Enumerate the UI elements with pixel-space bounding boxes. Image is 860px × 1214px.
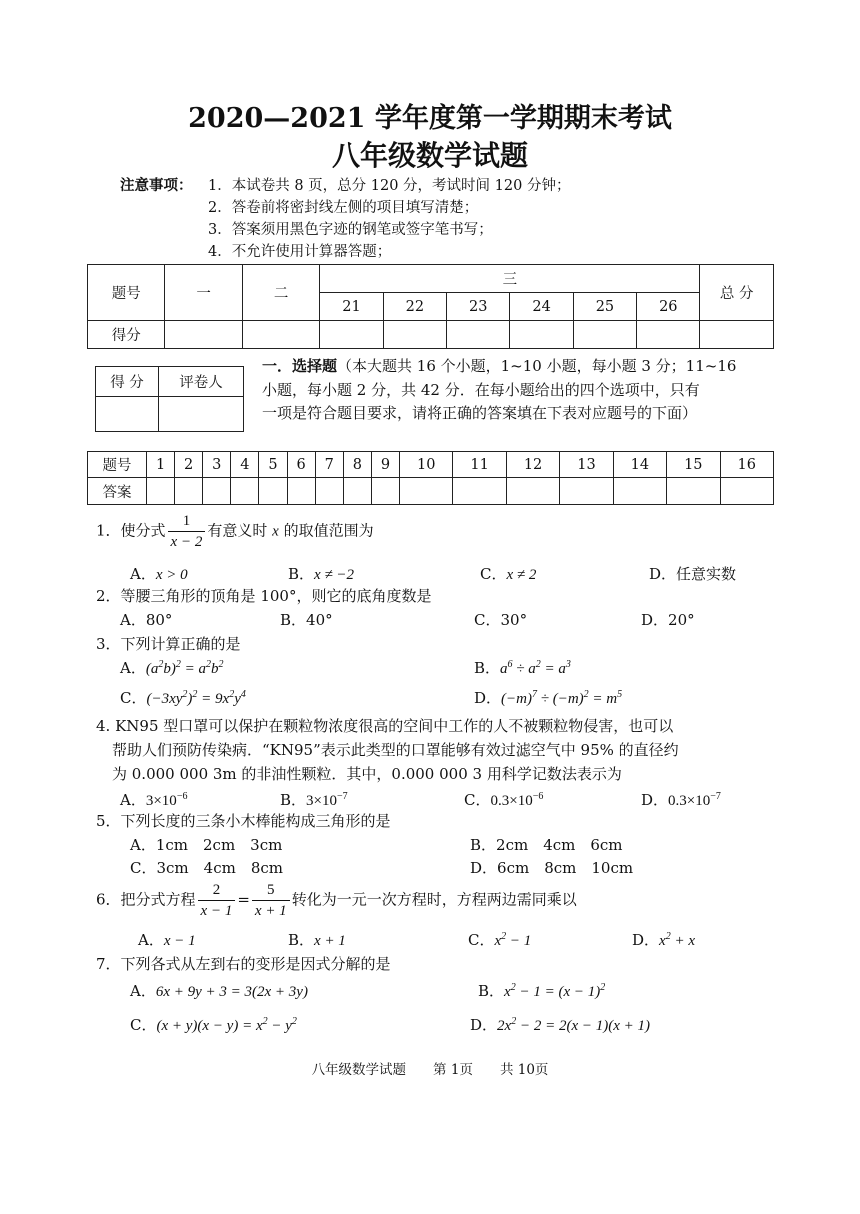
q6-fraction-left bbox=[198, 880, 236, 921]
answer-cell[interactable] bbox=[371, 478, 399, 505]
option-math: $(x + y)(x - y) = x^2 - y^2$ bbox=[156, 1016, 297, 1034]
answer-cell[interactable] bbox=[315, 478, 343, 505]
score-table bbox=[87, 264, 774, 349]
score-sub-header: 26 bbox=[637, 293, 700, 321]
q6-den: x − 1 bbox=[200, 903, 233, 919]
option-letter: A． bbox=[130, 565, 156, 583]
option-letter: A． bbox=[130, 982, 156, 1000]
q1-den: x − 2 bbox=[170, 534, 203, 550]
answer-cell[interactable] bbox=[667, 478, 720, 505]
q3-option-b[interactable] bbox=[474, 657, 571, 678]
section1-text: （本大题共 16 个小题，1~10 小题，每小题 3 分；11~16 bbox=[337, 357, 737, 375]
score-cell[interactable] bbox=[447, 321, 510, 349]
q1-option-c[interactable] bbox=[480, 563, 536, 584]
option-math: $a^6 \div a^2 = a^3$ bbox=[500, 659, 571, 677]
q6-equals: = bbox=[237, 890, 250, 909]
score-sub-header: 24 bbox=[510, 293, 573, 321]
answer-cell[interactable] bbox=[231, 478, 259, 505]
score-row-label: 得分 bbox=[88, 321, 165, 349]
question-4 bbox=[96, 714, 679, 786]
option-math: $0.3\times 10^{-6}$ bbox=[490, 791, 544, 809]
q6-stem: 转化为一元一次方程时，方程两边需同乘以 bbox=[291, 890, 577, 909]
option-math: $x^2 + x$ bbox=[659, 931, 695, 949]
q6-num: 2 bbox=[198, 880, 236, 901]
answer-cell[interactable] bbox=[147, 478, 175, 505]
q1-var: x bbox=[272, 523, 279, 540]
q6-num: 5 bbox=[252, 880, 290, 901]
score-cell[interactable] bbox=[242, 321, 319, 349]
score-cell[interactable] bbox=[320, 321, 383, 349]
option-letter: B． bbox=[288, 931, 315, 949]
score-header-three: 三 bbox=[320, 265, 700, 293]
option-letter: A． bbox=[138, 931, 164, 949]
answer-header-tihao: 题号 bbox=[88, 452, 147, 478]
score-sub-header: 23 bbox=[447, 293, 510, 321]
question-6 bbox=[96, 880, 577, 921]
q1-stem: 有意义时 bbox=[207, 521, 268, 540]
q4-stem: 为 0.000 000 3m 的非油性颗粒．其中，0.000 000 3 用科学记数法表示为 bbox=[112, 765, 622, 783]
grader-box bbox=[95, 366, 244, 432]
answer-cell[interactable] bbox=[343, 478, 371, 505]
q2-option-a[interactable]: A．80° bbox=[120, 611, 173, 629]
notes-block bbox=[120, 175, 740, 265]
option-letter: C． bbox=[468, 931, 495, 949]
score-sub-header: 25 bbox=[573, 293, 636, 321]
score-cell[interactable] bbox=[637, 321, 700, 349]
score-sub-header: 22 bbox=[383, 293, 446, 321]
grader-name-label: 评卷人 bbox=[159, 367, 244, 397]
q3-option-c[interactable] bbox=[120, 687, 246, 708]
answer-row-label: 答案 bbox=[88, 478, 147, 505]
answer-number: 6 bbox=[287, 452, 315, 478]
option-math: $(a^2b)^2 = a^2b^2$ bbox=[145, 659, 224, 677]
answer-number: 13 bbox=[560, 452, 613, 478]
section1-text: 一项是符合题目要求，请将正确的答案填在下表对应题号的下面） bbox=[262, 404, 698, 422]
score-header-one: 一 bbox=[165, 265, 242, 321]
option-math: $(-m)^7 \div (-m)^2 = m^5$ bbox=[501, 689, 623, 707]
answer-cell[interactable] bbox=[203, 478, 231, 505]
q1-num: 1 bbox=[168, 511, 206, 532]
option-letter: C． bbox=[464, 791, 491, 809]
answer-number: 9 bbox=[371, 452, 399, 478]
q2-option-d[interactable]: D．20° bbox=[641, 611, 695, 629]
score-cell[interactable] bbox=[510, 321, 573, 349]
note-item: 2．答卷前将密封线左侧的项目填写清楚； bbox=[208, 200, 479, 216]
score-cell[interactable] bbox=[573, 321, 636, 349]
q7-option-d[interactable] bbox=[470, 1014, 650, 1035]
grader-name-cell[interactable] bbox=[159, 397, 244, 432]
option-math: x > 0 bbox=[155, 567, 188, 583]
q4-option-a[interactable] bbox=[120, 789, 187, 810]
question-1 bbox=[96, 511, 374, 552]
q6-fraction-right bbox=[252, 880, 290, 921]
answer-cell[interactable] bbox=[560, 478, 613, 505]
option-letter: C． bbox=[120, 689, 147, 707]
option-math: x + 1 bbox=[314, 933, 346, 949]
score-header-tihao: 题号 bbox=[88, 265, 165, 321]
answer-number: 2 bbox=[175, 452, 203, 478]
q5-option-c[interactable]: C．3cm 4cm 8cm bbox=[130, 859, 283, 877]
note-item: 4．不允许使用计算器答题； bbox=[208, 244, 392, 260]
q5-option-b[interactable]: B．2cm 4cm 6cm bbox=[470, 836, 623, 854]
q1-option-a[interactable] bbox=[130, 563, 188, 584]
option-letter: D． bbox=[474, 689, 502, 707]
answer-number: 3 bbox=[203, 452, 231, 478]
score-cell[interactable] bbox=[700, 321, 774, 349]
answer-cell[interactable] bbox=[453, 478, 506, 505]
answer-number: 15 bbox=[667, 452, 720, 478]
option-math: $x^2 - 1 = (x - 1)^2$ bbox=[504, 982, 606, 1000]
q6-option-b[interactable] bbox=[288, 929, 346, 950]
option-math: $(-3xy^2)^2 = 9x^2y^4$ bbox=[146, 689, 246, 707]
question-5: 5．下列长度的三条小木棒能构成三角形的是 bbox=[96, 812, 391, 830]
answer-cell[interactable] bbox=[613, 478, 666, 505]
grader-score-label: 得 分 bbox=[96, 367, 159, 397]
answer-cell[interactable] bbox=[506, 478, 559, 505]
page-footer: 八年级数学试题 第 1页 共 10页 bbox=[311, 1062, 549, 1078]
question-7: 7．下列各式从左到右的变形是因式分解的是 bbox=[96, 955, 391, 973]
answer-cell[interactable] bbox=[720, 478, 773, 505]
q1-fraction bbox=[168, 511, 206, 552]
option-math: $2x^2 - 2 = 2(x - 1)(x + 1)$ bbox=[497, 1016, 650, 1034]
grader-score-cell[interactable] bbox=[96, 397, 159, 432]
notes-label: 注意事项： bbox=[120, 177, 193, 194]
q4-stem: 4. KN95 型口罩可以保护在颗粒物浓度很高的空间中工作的人不被颗粒物侵害，也可以 bbox=[96, 717, 674, 735]
q3-option-d[interactable] bbox=[474, 687, 622, 708]
q1-option-d[interactable]: D．任意实数 bbox=[649, 565, 737, 583]
answer-number: 5 bbox=[259, 452, 287, 478]
question-2: 2．等腰三角形的顶角是 100°，则它的底角度数是 bbox=[96, 587, 432, 605]
q7-option-a[interactable] bbox=[130, 980, 308, 1001]
score-header-total: 总 分 bbox=[700, 265, 774, 321]
option-math: $3\times 10^{-7}$ bbox=[306, 791, 348, 809]
q2-option-b[interactable]: B．40° bbox=[280, 611, 333, 629]
note-item: 1．本试卷共 8 页，总分 120 分，考试时间 120 分钟； bbox=[208, 178, 571, 194]
note-item: 3．答案须用黑色字迹的钢笔或签字笔书写； bbox=[208, 222, 493, 238]
option-letter: B． bbox=[474, 659, 501, 677]
q1-stem: 1．使分式 bbox=[96, 521, 166, 540]
q7-option-c[interactable] bbox=[130, 1014, 297, 1035]
exam-subtitle: 八年级数学试题 bbox=[331, 139, 528, 172]
answer-cell[interactable] bbox=[175, 478, 203, 505]
option-letter: C． bbox=[480, 565, 507, 583]
option-math: $0.3\times 10^{-7}$ bbox=[668, 791, 721, 809]
option-letter: A． bbox=[120, 659, 146, 677]
section1-instructions bbox=[262, 355, 736, 426]
q5-option-d[interactable]: D．6cm 8cm 10cm bbox=[470, 859, 634, 877]
score-sub-header: 21 bbox=[320, 293, 383, 321]
option-letter: C． bbox=[130, 1016, 157, 1034]
option-math: 6x + 9y + 3 = 3(2x + 3y) bbox=[155, 984, 308, 1000]
option-letter: B． bbox=[288, 565, 315, 583]
answer-number: 12 bbox=[506, 452, 559, 478]
answer-number: 1 bbox=[147, 452, 175, 478]
answer-cell[interactable] bbox=[259, 478, 287, 505]
q6-den: x + 1 bbox=[254, 903, 287, 919]
q2-option-c[interactable]: C．30° bbox=[474, 611, 528, 629]
q4-option-b[interactable] bbox=[280, 789, 348, 810]
answer-number: 8 bbox=[343, 452, 371, 478]
q4-option-c[interactable] bbox=[464, 789, 543, 810]
section1-heading: 一．选择题 bbox=[262, 357, 338, 375]
score-cell[interactable] bbox=[383, 321, 446, 349]
answer-number: 4 bbox=[231, 452, 259, 478]
q5-option-a[interactable]: A．1cm 2cm 3cm bbox=[130, 836, 283, 854]
option-letter: D． bbox=[632, 931, 660, 949]
q4-option-d[interactable] bbox=[641, 789, 721, 810]
option-letter: A． bbox=[120, 791, 146, 809]
q6-option-d[interactable] bbox=[632, 929, 695, 950]
q6-option-a[interactable] bbox=[138, 929, 196, 950]
answer-number: 10 bbox=[399, 452, 452, 478]
q4-stem: 帮助人们预防传染病．“KN95”表示此类型的口罩能够有效过滤空气中 95% 的直径约 bbox=[112, 741, 679, 759]
q1-option-b[interactable] bbox=[288, 563, 354, 584]
option-letter: D． bbox=[641, 791, 669, 809]
option-letter: D． bbox=[470, 1016, 498, 1034]
q6-stem: 6．把分式方程 bbox=[96, 890, 196, 909]
option-math: $x^2 - 1$ bbox=[494, 931, 532, 949]
answer-cell[interactable] bbox=[399, 478, 452, 505]
option-math: x − 1 bbox=[163, 933, 196, 949]
q7-option-b[interactable] bbox=[478, 980, 605, 1001]
option-math: $3\times 10^{-6}$ bbox=[145, 791, 188, 809]
answer-number: 7 bbox=[315, 452, 343, 478]
option-math: x ≠ −2 bbox=[314, 567, 355, 583]
q6-option-c[interactable] bbox=[468, 929, 531, 950]
option-letter: B． bbox=[478, 982, 505, 1000]
answer-number: 16 bbox=[720, 452, 773, 478]
answer-table bbox=[87, 451, 774, 505]
score-header-two: 二 bbox=[242, 265, 319, 321]
q1-stem: 的取值范围为 bbox=[283, 521, 374, 540]
option-letter: B． bbox=[280, 791, 307, 809]
exam-title: 2020—2021 学年度第一学期期末考试 bbox=[188, 103, 672, 134]
option-math: x ≠ 2 bbox=[506, 567, 537, 583]
section1-text: 小题，每小题 2 分，共 42 分．在每小题给出的四个选项中，只有 bbox=[262, 380, 700, 399]
question-3: 3．下列计算正确的是 bbox=[96, 635, 241, 653]
answer-number: 11 bbox=[453, 452, 506, 478]
answer-cell[interactable] bbox=[287, 478, 315, 505]
q3-option-a[interactable] bbox=[120, 657, 223, 678]
score-cell[interactable] bbox=[165, 321, 242, 349]
answer-number: 14 bbox=[613, 452, 666, 478]
